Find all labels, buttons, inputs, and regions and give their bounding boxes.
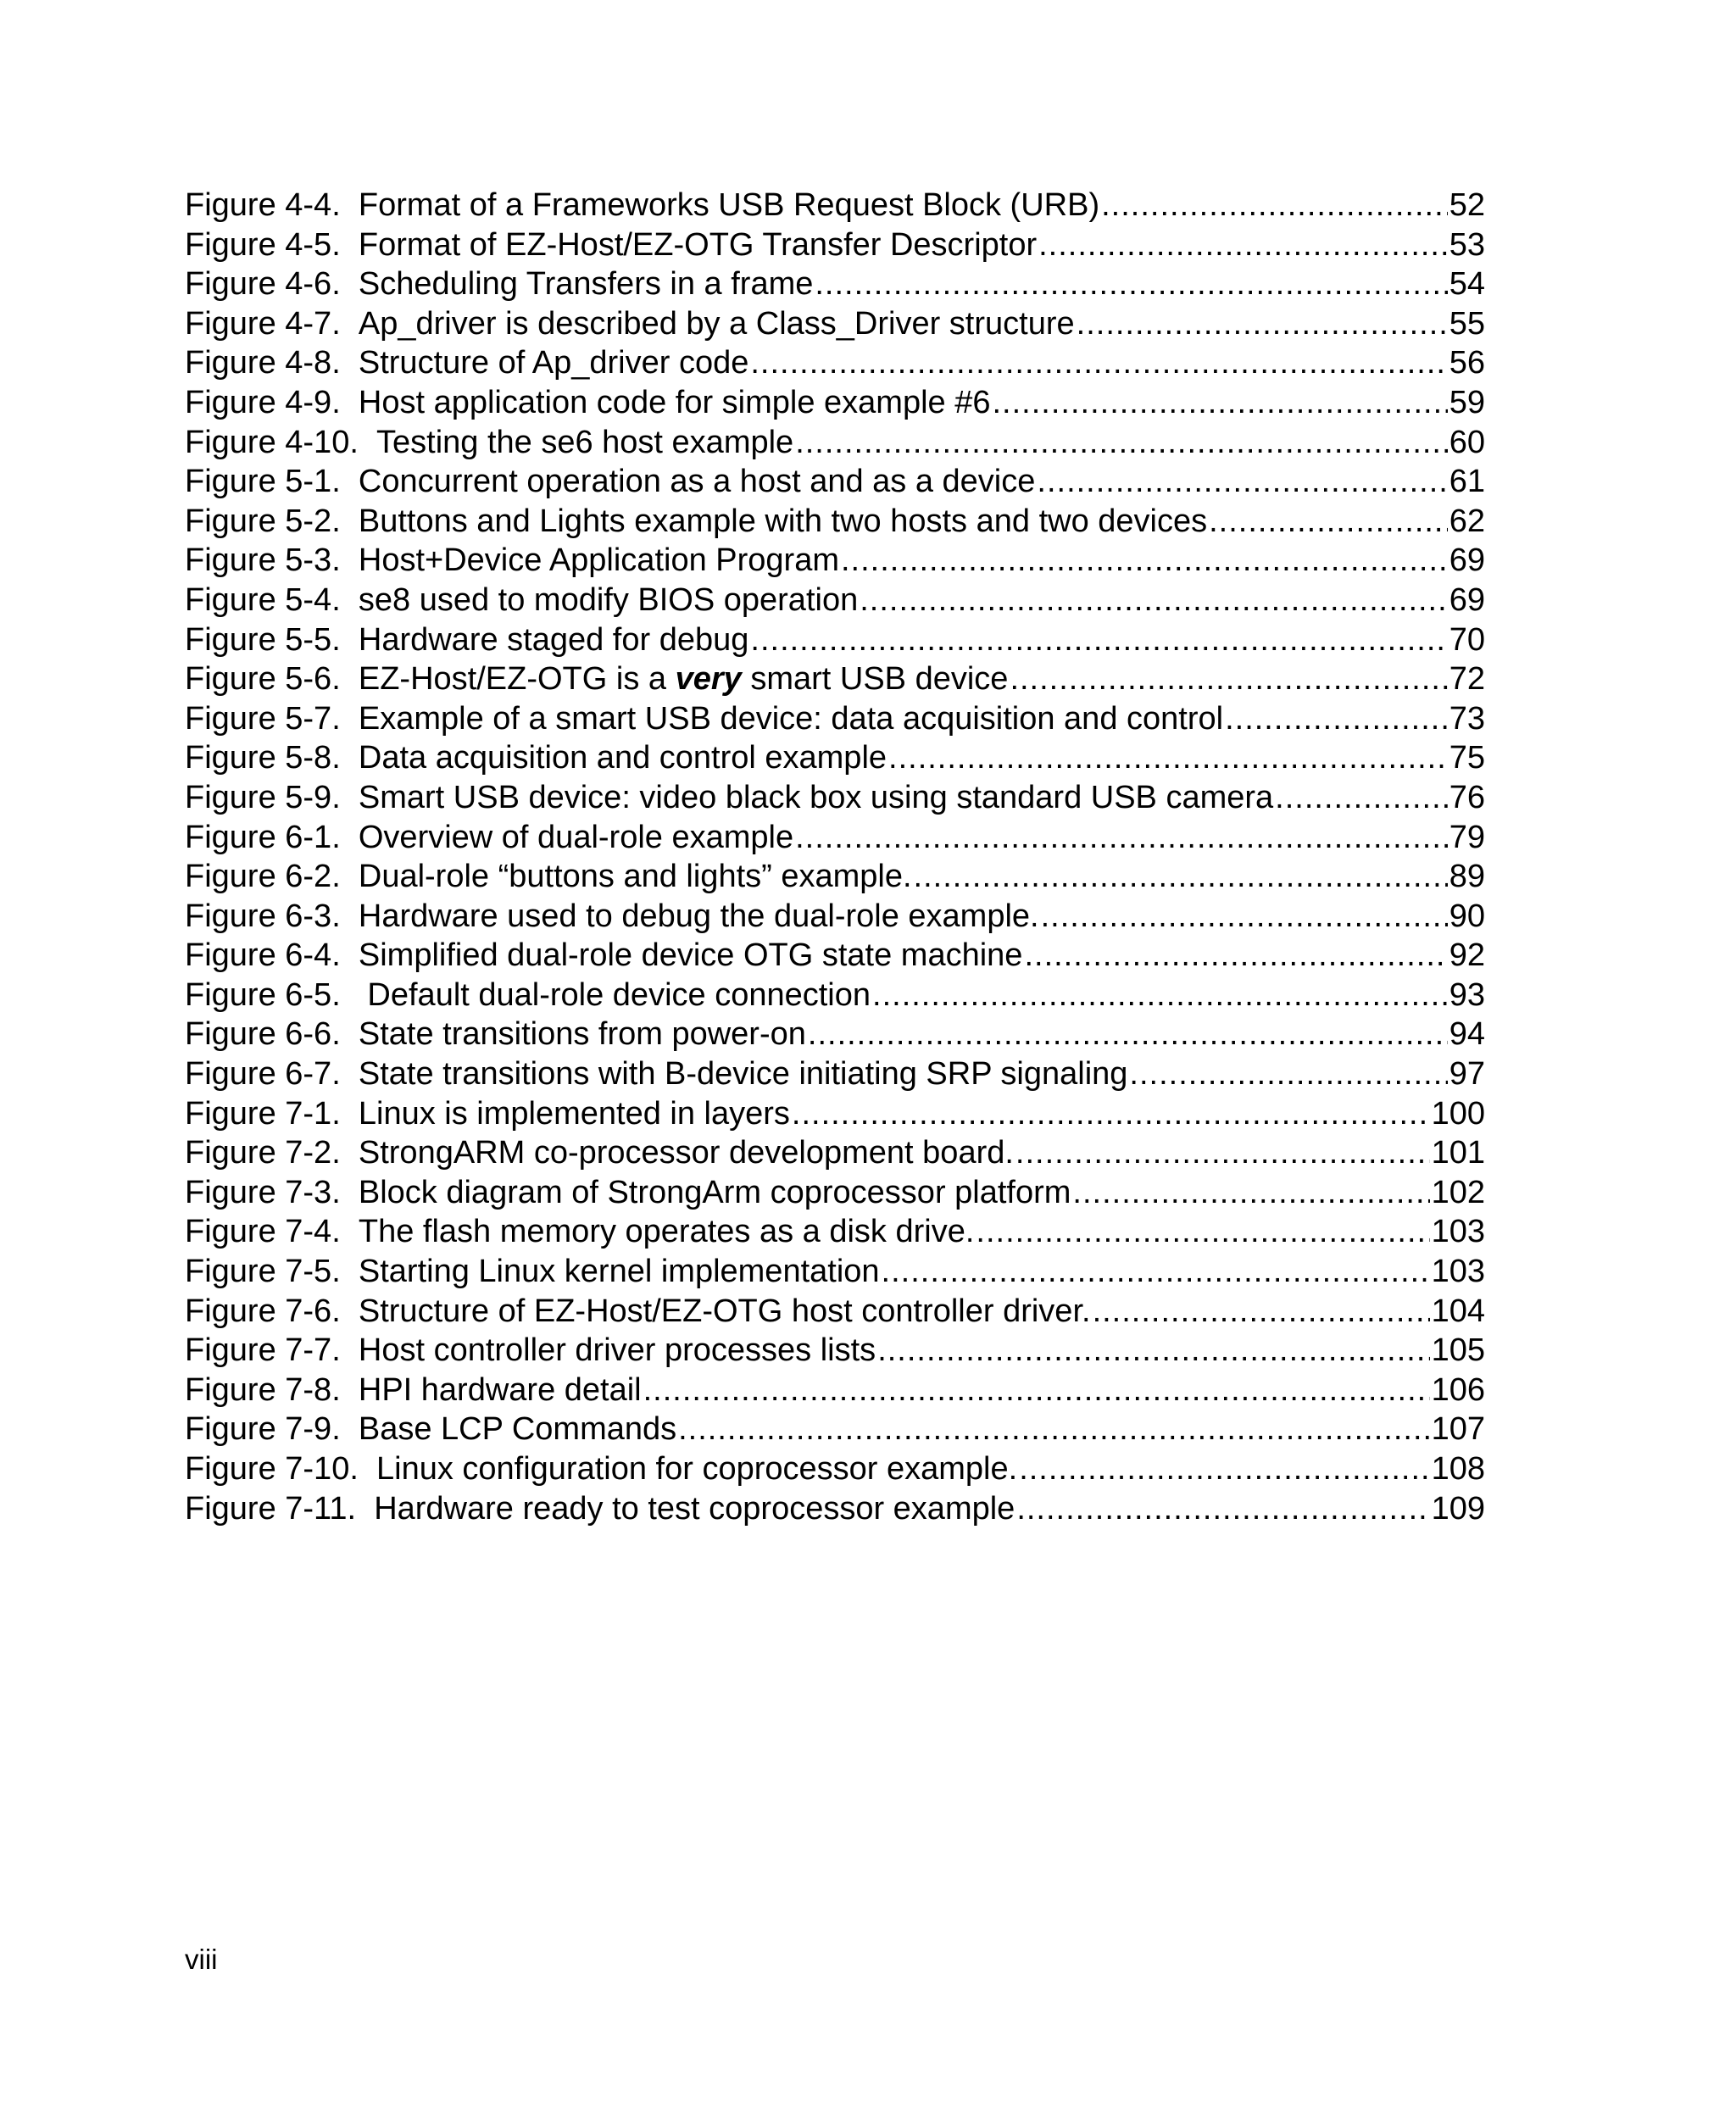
figure-title: Buttons and Lights example with two hosts and two devices bbox=[358, 503, 1208, 539]
dot-leader bbox=[750, 620, 1447, 660]
page-number: 60 bbox=[1449, 424, 1485, 460]
title-emphasis: very bbox=[675, 661, 742, 698]
figure-label: Figure 7-2. bbox=[185, 1135, 359, 1171]
toc-entry[interactable] bbox=[185, 1054, 1485, 1094]
toc-entry[interactable] bbox=[185, 264, 1485, 304]
dot-leader bbox=[643, 1371, 1430, 1410]
figure-label: Figure 5-4. bbox=[185, 581, 359, 618]
dot-leader bbox=[1041, 897, 1448, 937]
figure-title: Hardware used to debug the dual-role example. bbox=[358, 898, 1039, 934]
figure-label: Figure 4-10. bbox=[185, 424, 376, 460]
dot-leader bbox=[1038, 225, 1448, 265]
toc-entry[interactable] bbox=[185, 225, 1485, 265]
dot-leader bbox=[877, 1331, 1429, 1371]
figure-label: Figure 4-9. bbox=[185, 384, 359, 420]
title-text: EZ-Host/EZ-OTG is a bbox=[358, 661, 676, 698]
page-number: 69 bbox=[1449, 581, 1485, 618]
toc-entry[interactable] bbox=[185, 778, 1485, 818]
page-number: 109 bbox=[1431, 1490, 1485, 1527]
figure-label: Figure 5-9. bbox=[185, 779, 359, 815]
figure-label: Figure 7-11. bbox=[185, 1490, 375, 1527]
figure-title: Overview of dual-role example bbox=[358, 819, 794, 855]
toc-entry[interactable] bbox=[185, 1015, 1485, 1054]
dot-leader bbox=[1275, 778, 1448, 818]
list-of-figures bbox=[185, 186, 1485, 1528]
dot-leader bbox=[882, 1252, 1430, 1292]
figure-label: Figure 5-8. bbox=[185, 740, 359, 776]
dot-leader bbox=[914, 857, 1448, 897]
figure-title: Host controller driver processes lists bbox=[358, 1332, 876, 1369]
figure-title: Block diagram of StrongArm coprocessor platform bbox=[358, 1174, 1071, 1210]
toc-entry[interactable] bbox=[185, 936, 1485, 976]
page-number: 72 bbox=[1449, 661, 1485, 698]
dot-leader bbox=[678, 1410, 1429, 1449]
toc-entry[interactable] bbox=[185, 1133, 1485, 1173]
toc-entry[interactable] bbox=[185, 383, 1485, 423]
dot-leader bbox=[1037, 462, 1447, 502]
page-number: 103 bbox=[1431, 1254, 1485, 1290]
toc-entry[interactable] bbox=[185, 462, 1485, 502]
dot-leader bbox=[808, 1015, 1448, 1054]
dot-leader bbox=[1093, 1292, 1430, 1332]
figure-title: Structure of Ap_driver code bbox=[358, 345, 749, 381]
toc-entry[interactable] bbox=[185, 1173, 1485, 1213]
dot-leader bbox=[1129, 1054, 1447, 1094]
toc-entry[interactable] bbox=[185, 423, 1485, 463]
toc-entry[interactable] bbox=[185, 502, 1485, 542]
page-number: 55 bbox=[1449, 305, 1485, 342]
figure-label: Figure 4-5. bbox=[185, 226, 359, 263]
toc-entry[interactable] bbox=[185, 1449, 1485, 1489]
dot-leader bbox=[1101, 186, 1448, 225]
figure-label: Figure 5-1. bbox=[185, 464, 359, 500]
dot-leader bbox=[795, 818, 1448, 858]
toc-entry[interactable] bbox=[185, 659, 1485, 699]
toc-entry[interactable] bbox=[185, 1331, 1485, 1371]
page-number: 90 bbox=[1449, 898, 1485, 934]
page-number: 56 bbox=[1449, 345, 1485, 381]
figure-title: StrongARM co-processor development board. bbox=[358, 1135, 1014, 1171]
toc-entry[interactable] bbox=[185, 1489, 1485, 1529]
toc-entry[interactable] bbox=[185, 976, 1485, 1015]
figure-title: Structure of EZ-Host/EZ-OTG host controller driver. bbox=[358, 1293, 1091, 1329]
dot-leader bbox=[1077, 304, 1448, 344]
figure-title: The flash memory operates as a disk drive. bbox=[358, 1214, 975, 1250]
toc-entry[interactable] bbox=[185, 738, 1485, 778]
figure-label: Figure 7-1. bbox=[185, 1095, 359, 1132]
page-number: 105 bbox=[1431, 1332, 1485, 1369]
page-number: 100 bbox=[1431, 1095, 1485, 1132]
figure-label: Figure 7-6. bbox=[185, 1293, 359, 1329]
figure-title: Format of a Frameworks USB Request Block (URB) bbox=[358, 187, 1100, 223]
toc-entry[interactable] bbox=[185, 620, 1485, 660]
page-number: 108 bbox=[1431, 1451, 1485, 1487]
figure-label: Figure 5-3. bbox=[185, 542, 359, 579]
dot-leader bbox=[841, 541, 1448, 581]
page-number: 59 bbox=[1449, 384, 1485, 420]
page-number: 79 bbox=[1449, 819, 1485, 855]
figure-label: Figure 5-2. bbox=[185, 503, 359, 539]
figure-label: Figure 7-10. bbox=[185, 1451, 376, 1487]
page-number: 107 bbox=[1431, 1411, 1485, 1448]
figure-title: Default dual-role device connection bbox=[367, 976, 871, 1013]
figure-title: Dual-role “buttons and lights” example. bbox=[358, 859, 912, 895]
dot-leader bbox=[872, 976, 1448, 1015]
figure-label: Figure 7-9. bbox=[185, 1411, 359, 1448]
title-text: smart USB device bbox=[741, 661, 1009, 698]
toc-entry[interactable] bbox=[185, 1094, 1485, 1134]
page-number: 62 bbox=[1449, 503, 1485, 539]
figure-label: Figure 4-7. bbox=[185, 305, 359, 342]
toc-entry[interactable] bbox=[185, 1292, 1485, 1332]
page-number: 54 bbox=[1449, 266, 1485, 303]
dot-leader bbox=[1209, 502, 1448, 542]
page-number: 101 bbox=[1431, 1135, 1485, 1171]
figure-title: Smart USB device: video black box using standard USB camera bbox=[358, 779, 1274, 815]
figure-title: Format of EZ-Host/EZ-OTG Transfer Descriptor bbox=[358, 226, 1038, 263]
dot-leader bbox=[888, 738, 1448, 778]
page-number: 61 bbox=[1449, 464, 1485, 500]
figure-title: Data acquisition and control example bbox=[358, 740, 887, 776]
figure-title: HPI hardware detail bbox=[358, 1371, 642, 1408]
figure-label: Figure 5-6. bbox=[185, 661, 359, 698]
page-number: 52 bbox=[1449, 187, 1485, 223]
toc-entry[interactable] bbox=[185, 1212, 1485, 1252]
toc-entry[interactable] bbox=[185, 699, 1485, 739]
figure-title: Hardware staged for debug bbox=[358, 621, 749, 658]
toc-entry[interactable] bbox=[185, 1252, 1485, 1292]
page-number: 93 bbox=[1449, 976, 1485, 1013]
toc-entry[interactable] bbox=[185, 541, 1485, 581]
figure-title: Host application code for simple example #6 bbox=[358, 384, 991, 420]
figure-title: Concurrent operation as a host and as a device bbox=[358, 464, 1036, 500]
page-number: 75 bbox=[1449, 740, 1485, 776]
dot-leader bbox=[792, 1094, 1430, 1134]
dot-leader bbox=[1072, 1173, 1429, 1213]
toc-entry[interactable] bbox=[185, 897, 1485, 937]
figure-label: Figure 5-5. bbox=[185, 621, 359, 658]
figure-title: Testing the se6 host example bbox=[376, 424, 794, 460]
page-number: 76 bbox=[1449, 779, 1485, 815]
figure-title: Starting Linux kernel implementation bbox=[358, 1254, 880, 1290]
page-number: 103 bbox=[1431, 1214, 1485, 1250]
dot-leader bbox=[815, 264, 1447, 304]
figure-title: Example of a smart USB device: data acquisition and control bbox=[358, 700, 1224, 737]
figure-label: Figure 6-5. bbox=[185, 976, 368, 1013]
figure-title: Hardware ready to test coprocessor example bbox=[374, 1490, 1015, 1527]
figure-label: Figure 6-7. bbox=[185, 1056, 359, 1093]
dot-leader bbox=[976, 1212, 1429, 1252]
figure-title: Host+Device Application Program bbox=[358, 542, 839, 579]
dot-leader bbox=[1015, 1133, 1430, 1173]
figure-label: Figure 6-3. bbox=[185, 898, 359, 934]
toc-entry[interactable] bbox=[185, 857, 1485, 897]
figure-title: Scheduling Transfers in a frame bbox=[358, 266, 814, 303]
toc-entry[interactable] bbox=[185, 186, 1485, 225]
dot-leader bbox=[860, 581, 1448, 620]
figure-label: Figure 7-4. bbox=[185, 1214, 359, 1250]
page-number: 97 bbox=[1449, 1056, 1485, 1093]
toc-entry[interactable] bbox=[185, 1371, 1485, 1410]
dot-leader bbox=[993, 383, 1448, 423]
page-number: 70 bbox=[1449, 621, 1485, 658]
figure-title: Base LCP Commands bbox=[358, 1411, 677, 1448]
figure-title: Ap_driver is described by a Class_Driver structure bbox=[358, 305, 1075, 342]
figure-label: Figure 7-7. bbox=[185, 1332, 359, 1369]
figure-label: Figure 6-2. bbox=[185, 859, 359, 895]
page-folio: viii bbox=[185, 1944, 218, 1975]
page-number: 73 bbox=[1449, 700, 1485, 737]
page-number: 69 bbox=[1449, 542, 1485, 579]
figure-title bbox=[359, 659, 1009, 699]
figure-title: State transitions from power-on bbox=[358, 1016, 806, 1053]
figure-label: Figure 6-6. bbox=[185, 1016, 359, 1053]
page-number: 104 bbox=[1431, 1293, 1485, 1329]
toc-entry[interactable] bbox=[185, 581, 1485, 620]
figure-label: Figure 7-5. bbox=[185, 1254, 359, 1290]
dot-leader bbox=[795, 423, 1448, 463]
figure-label: Figure 7-8. bbox=[185, 1371, 359, 1408]
figure-label: Figure 6-1. bbox=[185, 819, 359, 855]
page-number: 102 bbox=[1431, 1174, 1485, 1210]
page-number: 92 bbox=[1449, 937, 1485, 974]
figure-label: Figure 6-4. bbox=[185, 937, 359, 974]
page-number: 94 bbox=[1449, 1016, 1485, 1053]
figure-label: Figure 4-4. bbox=[185, 187, 359, 223]
toc-entry[interactable] bbox=[185, 343, 1485, 383]
page-number: 106 bbox=[1431, 1371, 1485, 1408]
toc-entry[interactable] bbox=[185, 818, 1485, 858]
figure-label: Figure 4-8. bbox=[185, 345, 359, 381]
dot-leader bbox=[1010, 659, 1447, 699]
figure-title: se8 used to modify BIOS operation bbox=[358, 581, 859, 618]
figure-title: Simplified dual-role device OTG state machine bbox=[358, 937, 1023, 974]
figure-label: Figure 7-3. bbox=[185, 1174, 359, 1210]
page-number: 89 bbox=[1449, 859, 1485, 895]
dot-leader bbox=[1024, 936, 1447, 976]
dot-leader bbox=[1019, 1449, 1429, 1489]
figure-label: Figure 4-6. bbox=[185, 266, 359, 303]
figure-label: Figure 5-7. bbox=[185, 700, 359, 737]
dot-leader bbox=[1016, 1489, 1429, 1529]
page-number: 53 bbox=[1449, 226, 1485, 263]
dot-leader bbox=[750, 343, 1447, 383]
figure-title: Linux configuration for coprocessor example. bbox=[376, 1451, 1018, 1487]
dot-leader bbox=[1225, 699, 1448, 739]
toc-entry[interactable] bbox=[185, 304, 1485, 344]
figure-title: Linux is implemented in layers bbox=[358, 1095, 790, 1132]
toc-entry[interactable] bbox=[185, 1410, 1485, 1449]
figure-title: State transitions with B-device initiating SRP signaling bbox=[358, 1056, 1128, 1093]
